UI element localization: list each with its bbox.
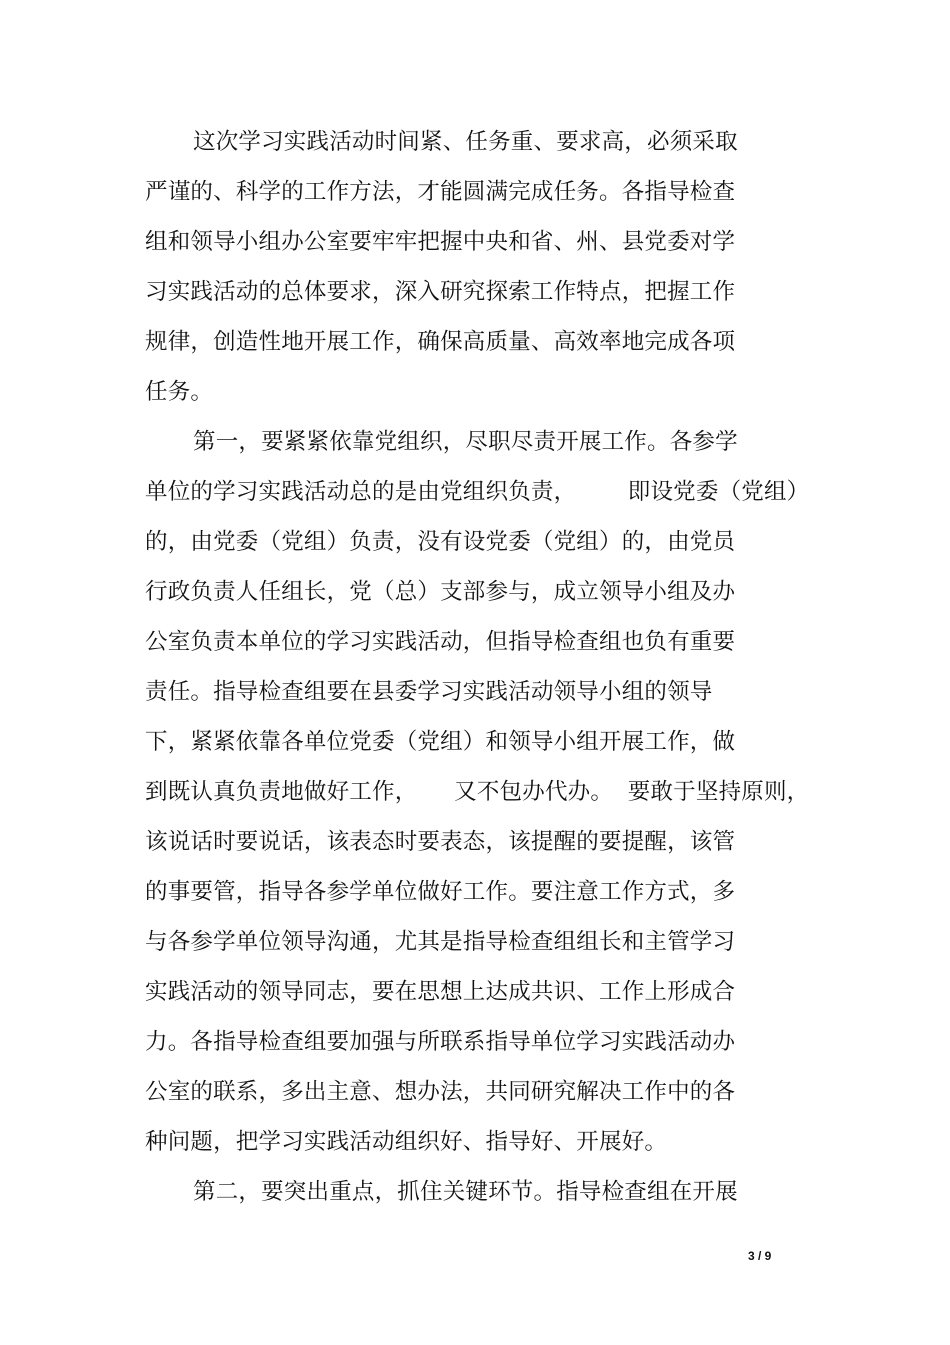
paragraph-line-20: 公室的联系，多出主意、想办法，共同研究解决工作中的各 [145, 1079, 736, 1105]
paragraph-line-18: 实践活动的领导同志，要在思想上达成共识、工作上形成合 [145, 979, 736, 1005]
paragraph-line-7: 第一，要紧紧依靠党组织，尽职尽责开展工作。各参学 [193, 429, 738, 455]
paragraph-line-14: 到既认真负责地做好工作， 又不包办代办。 要敢于坚持原则， [145, 779, 810, 805]
paragraph-line-16: 的事要管，指导各参学单位做好工作。要注意工作方式，多 [145, 879, 736, 905]
paragraph-line-9: 的，由党委（党组）负责，没有设党委（党组）的，由党员 [145, 529, 736, 555]
paragraph-line-6: 任务。 [145, 379, 214, 405]
paragraph-line-21: 种问题，把学习实践活动组织好、指导好、开展好。 [145, 1129, 668, 1155]
paragraph-line-3: 组和领导小组办公室要牢牢把握中央和省、州、县党委对学 [145, 229, 736, 255]
paragraph-line-2: 严谨的、科学的工作方法，才能圆满完成任务。各指导检查 [145, 179, 736, 205]
paragraph-line-15: 该说话时要说话，该表态时要表态，该提醒的要提醒，该管 [145, 829, 736, 855]
paragraph-line-12: 责任。指导检查组要在县委学习实践活动领导小组的领导 [145, 679, 713, 705]
paragraph-line-10: 行政负责人任组长，党（总）支部参与，成立领导小组及办 [145, 579, 736, 605]
paragraph-line-4: 习实践活动的总体要求，深入研究探索工作特点，把握工作 [145, 279, 736, 305]
paragraph-line-1: 这次学习实践活动时间紧、任务重、要求高，必须采取 [193, 129, 738, 155]
paragraph-line-22: 第二，要突出重点，抓住关键环节。指导检查组在开展 [193, 1179, 738, 1205]
paragraph-line-8: 单位的学习实践活动总的是由党组织负责， 即设党委（党组） [145, 479, 810, 505]
paragraph-line-13: 下，紧紧依靠各单位党委（党组）和领导小组开展工作，做 [145, 729, 736, 755]
paragraph-line-11: 公室负责本单位的学习实践活动，但指导检查组也负有重要 [145, 629, 736, 655]
paragraph-line-19: 力。各指导检查组要加强与所联系指导单位学习实践活动办 [145, 1029, 736, 1055]
page-number: 3 / 9 [748, 1249, 772, 1263]
paragraph-line-17: 与各参学单位领导沟通，尤其是指导检查组组长和主管学习 [145, 929, 736, 955]
paragraph-line-5: 规律，创造性地开展工作，确保高质量、高效率地完成各项 [145, 329, 736, 355]
